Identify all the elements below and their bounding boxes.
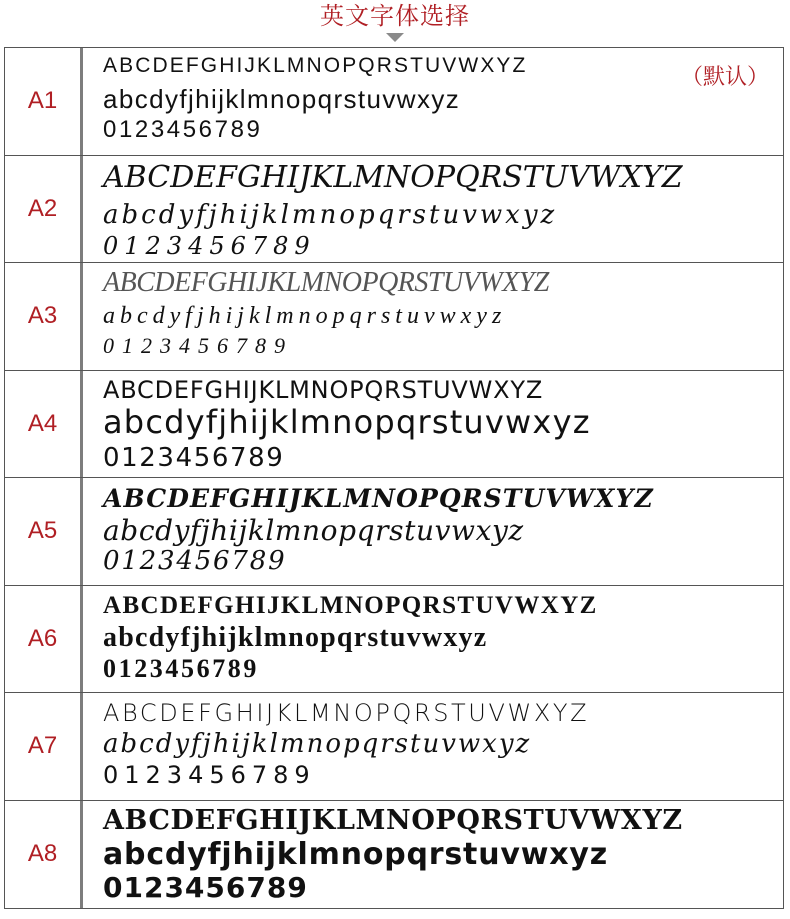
section-title: 英文字体选择 — [320, 2, 470, 30]
uppercase-sample: ABCDEFGHIJKLMNOPQRSTUVWXYZ — [103, 375, 544, 404]
font-option-row[interactable] — [5, 586, 783, 694]
font-sample — [103, 693, 773, 800]
default-badge: （默认） — [680, 65, 769, 90]
font-code-cell — [5, 371, 80, 478]
font-code: A5 — [27, 517, 58, 545]
column-divider — [80, 478, 83, 585]
font-code: A2 — [27, 194, 58, 222]
digits-sample: 0123456789 — [103, 333, 293, 358]
font-sample — [103, 801, 773, 909]
font-style-table — [4, 47, 784, 909]
font-sample — [103, 586, 773, 693]
font-option-row[interactable] — [5, 156, 783, 264]
column-divider — [80, 48, 83, 155]
uppercase-sample: ABCDEFGHIJKLMNOPQRSTUVWXYZ — [103, 267, 549, 298]
lowercase-sample: abcdyfjhijklmnopqrstuvwxyz — [103, 199, 558, 230]
font-sample — [103, 156, 773, 263]
font-code-cell — [5, 693, 80, 800]
font-code: A6 — [27, 624, 58, 652]
down-arrow-icon — [386, 33, 404, 42]
digits-sample: 0123456789 — [103, 546, 287, 576]
column-divider — [80, 156, 83, 263]
digits-sample: 0123456789 — [103, 653, 259, 683]
lowercase-sample: abcdyfjhijklmnopqrstuvwxyz — [103, 303, 507, 329]
uppercase-sample: ABCDEFGHIJKLMNOPQRSTUVWXYZ — [103, 159, 683, 195]
font-code-cell — [5, 156, 80, 263]
font-code-cell — [5, 263, 80, 370]
digits-sample: 0123456789 — [103, 761, 316, 789]
font-code: A1 — [27, 87, 58, 115]
lowercase-sample: abcdyfjhijklmnopqrstuvwxyz — [103, 621, 488, 653]
font-code-cell — [5, 48, 80, 155]
font-option-row[interactable] — [5, 371, 783, 479]
digits-sample: 0123456789 — [103, 442, 285, 473]
font-code-cell — [5, 801, 80, 909]
lowercase-sample: abcdyfjhijklmnopqrstuvwxyz — [103, 402, 591, 441]
font-sample — [103, 478, 773, 585]
digits-sample: 0123456789 — [103, 870, 308, 904]
font-code: A7 — [27, 732, 58, 760]
font-code-cell — [5, 478, 80, 585]
font-option-row[interactable] — [5, 263, 783, 371]
digits-sample: 0123456789 — [103, 116, 263, 143]
digits-sample: 0123456789 — [103, 231, 316, 260]
column-divider — [80, 371, 83, 478]
uppercase-sample: ABCDEFGHIJKLMNOPQRSTUVWXYZ — [103, 591, 598, 619]
font-sample — [103, 48, 773, 155]
uppercase-sample: ABCDEFGHIJKLMNOPQRSTUVWXYZ — [103, 804, 683, 836]
font-code: A8 — [27, 840, 58, 868]
uppercase-sample: ABCDEFGHIJKLMNOPQRSTUVWXYZ — [103, 699, 590, 727]
lowercase-sample: abcdyfjhijklmnopqrstuvwxyz — [103, 836, 608, 872]
font-code: A4 — [27, 409, 58, 437]
column-divider — [80, 693, 83, 800]
font-code-cell — [5, 586, 80, 693]
lowercase-sample: abcdyfjhijklmnopqrstuvwxyz — [103, 514, 524, 547]
section-header — [0, 0, 790, 46]
uppercase-sample: ABCDEFGHIJKLMNOPQRSTUVWXYZ — [103, 54, 528, 77]
uppercase-sample: ABCDEFGHIJKLMNOPQRSTUVWXYZ — [103, 484, 654, 513]
column-divider — [80, 801, 83, 909]
font-option-row[interactable] — [5, 693, 783, 801]
font-sample — [103, 263, 773, 370]
lowercase-sample: abcdyfjhijklmnopqrstuvwxyz — [103, 729, 532, 759]
column-divider — [80, 263, 83, 370]
font-code: A3 — [27, 302, 58, 330]
lowercase-sample: abcdyfjhijklmnopqrstuvwxyz — [103, 84, 461, 114]
font-option-row[interactable] — [5, 478, 783, 586]
font-sample — [103, 371, 773, 478]
font-option-row[interactable] — [5, 801, 783, 909]
column-divider — [80, 586, 83, 693]
font-option-row[interactable] — [5, 48, 783, 156]
